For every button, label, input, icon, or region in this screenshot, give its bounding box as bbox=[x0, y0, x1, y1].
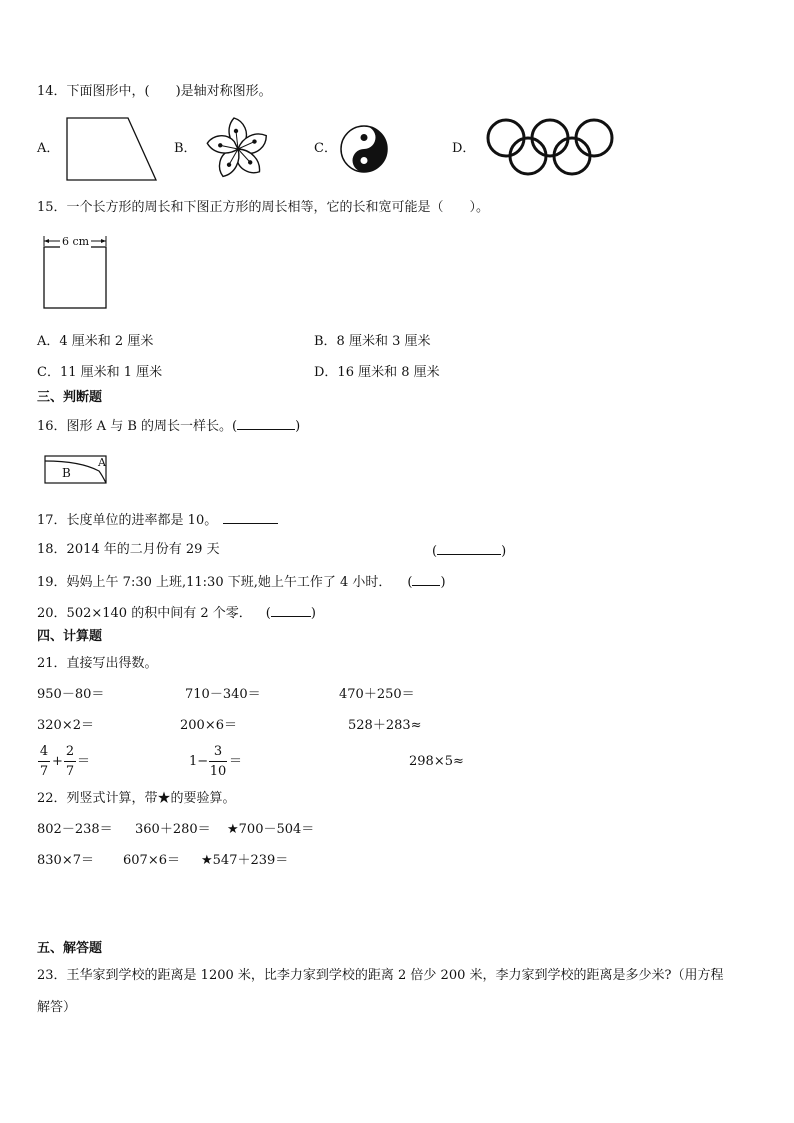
q21-r1-c3: 470＋250＝ bbox=[339, 687, 415, 702]
trapezoid-icon bbox=[66, 116, 158, 182]
olympic-rings-icon bbox=[484, 118, 616, 178]
q16-answer-blank[interactable] bbox=[237, 417, 295, 430]
q21-r2-c3: 528＋283≈ bbox=[348, 718, 422, 733]
q15-option-c: C．11 厘米和 1 厘米 bbox=[37, 365, 163, 380]
q18-answer: ( ) bbox=[432, 544, 507, 559]
q15-option-a: A．4 厘米和 2 厘米 bbox=[37, 334, 154, 349]
bauhinia-flower-icon bbox=[204, 115, 272, 183]
yin-yang-icon bbox=[339, 124, 389, 174]
fraction-4-7: 4 7 bbox=[39, 744, 49, 779]
q22-stem: 22．列竖式计算，带★的要验算。 bbox=[37, 791, 236, 806]
q21-r1-c2: 710－340＝ bbox=[185, 687, 261, 702]
q14-option-c-label: C． bbox=[314, 141, 337, 156]
q15-option-d: D．16 厘米和 8 厘米 bbox=[314, 365, 440, 380]
q20-stem: 20．502×140 的积中间有 2 个零． ( ) bbox=[37, 606, 316, 621]
q16-label-a: A bbox=[98, 456, 106, 469]
q18-stem: 18．2014 年的二月份有 29 天 bbox=[37, 542, 220, 557]
q14-option-d-label: D． bbox=[452, 141, 476, 156]
one-minus: 1− bbox=[189, 754, 209, 769]
section-5-title: 五、解答题 bbox=[37, 941, 103, 956]
q22-r2-c3: ★547＋239＝ bbox=[201, 853, 289, 868]
square-side-label: 6 cm bbox=[62, 235, 90, 248]
section-3-title: 三、判断题 bbox=[37, 390, 103, 405]
plus-sign: + bbox=[52, 754, 63, 769]
q22-r2-c2: 607×6＝ bbox=[123, 853, 180, 868]
q14-option-b-label: B． bbox=[174, 141, 197, 156]
q15-option-b: B．8 厘米和 3 厘米 bbox=[314, 334, 431, 349]
fraction-2-7: 2 7 bbox=[65, 744, 75, 779]
q15-stem: 15．一个长方形的周长和下图正方形的周长相等，它的长和宽可能是（ ）。 bbox=[37, 200, 490, 215]
equals-sign-2: ＝ bbox=[229, 754, 243, 769]
q16-stem: 16．图形 A 与 B 的周长一样长。( ) bbox=[37, 419, 301, 434]
q14-option-a-label: A． bbox=[37, 141, 60, 156]
q22-r1-c3: ★700－504＝ bbox=[227, 822, 315, 837]
q14-stem: 14．下面图形中，( )是轴对称图形。 bbox=[37, 84, 272, 99]
q17-answer-blank[interactable] bbox=[223, 511, 278, 524]
q21-r2-c1: 320×2＝ bbox=[37, 718, 94, 733]
q19-stem: 19．妈妈上午 7:30 上班,11:30 下班,她上午工作了 4 小时． ( ) bbox=[37, 575, 446, 590]
fraction-3-10: 3 10 bbox=[209, 744, 227, 779]
section-4-title: 四、计算题 bbox=[37, 629, 103, 644]
q21-r3-c3: 298×5≈ bbox=[409, 754, 464, 769]
q22-r1-c2: 360＋280＝ bbox=[135, 822, 211, 837]
q23-line2: 解答） bbox=[37, 1000, 77, 1015]
q17-stem: 17．长度单位的进率都是 10。 bbox=[37, 511, 278, 529]
q19-answer-blank[interactable] bbox=[412, 573, 440, 586]
q22-r1-c1: 802－238＝ bbox=[37, 822, 113, 837]
q21-r1-c1: 950－80＝ bbox=[37, 687, 105, 702]
q23-line1: 23．王华家到学校的距离是 1200 米，比李力家到学校的距离 2 倍少 200 米，李力家到学校的距离是多少米?（用方程 bbox=[37, 968, 724, 983]
q21-r2-c2: 200×6＝ bbox=[180, 718, 237, 733]
q18-answer-blank[interactable] bbox=[437, 542, 501, 555]
q21-stem: 21．直接写出得数。 bbox=[37, 656, 158, 671]
q16-label-b: B bbox=[62, 466, 71, 480]
q22-r2-c1: 830×7＝ bbox=[37, 853, 94, 868]
q20-answer-blank[interactable] bbox=[271, 604, 311, 617]
equals-sign: ＝ bbox=[77, 754, 91, 769]
